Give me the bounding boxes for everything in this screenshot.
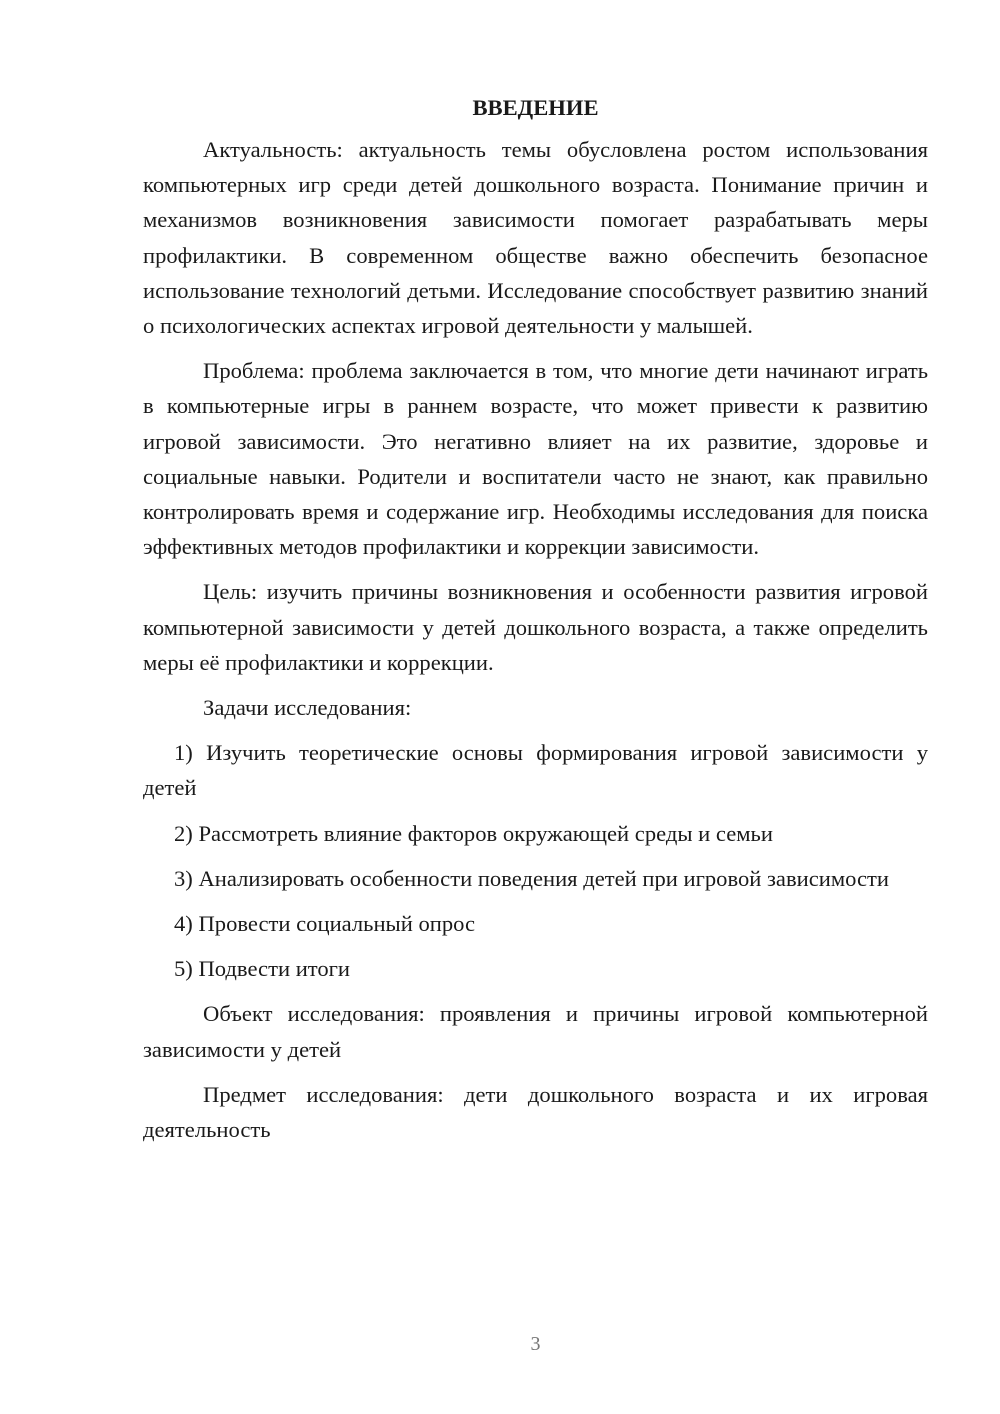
paragraph-problem: Проблема: проблема заключается в том, что многие дети начинают играть в компьютерные игры в раннем возрасте, что может привести к развитию игровой зависимости. Это негативно влияет на их развитие, здоровье и социальные навыки. Родители и воспитатели часто не знают, как правильно контролировать время и содержание игр. Необходимы исследования для поиска эффективных методов профилактики и коррекции зависимости. (143, 358, 928, 560)
document-page (143, 88, 928, 1157)
task-item-4: 4) Провести социальный опрос (174, 911, 476, 937)
paragraph-object: Объект исследования: проявления и причины игровой компьютерной зависимости у детей (143, 1001, 928, 1062)
paragraph-subject: Предмет исследования: дети дошкольного возраста и их игровая деятельность (143, 1081, 928, 1143)
page-number: 3 (530, 1333, 541, 1355)
task-list (143, 735, 928, 986)
task-item-2: 2) Рассмотреть влияние факторов окружающей среды и семьи (174, 820, 773, 846)
tasks-heading: Задачи исследования: (203, 695, 412, 721)
page-title: ВВЕДЕНИЕ (472, 95, 599, 120)
task-item-1: 1) Изучить теоретические основы формирования игровой зависимости у детей (143, 740, 928, 801)
task-item-5: 5) Подвести итоги (174, 956, 351, 982)
paragraph-relevance: Актуальность: актуальность темы обусловлена ростом использования компьютерных игр среди детей дошкольного возраста. Понимание причин и механизмов возникновения зависимости помогает разрабатывать меры профилактики. В современном обществе важно обеспечить безопасное использование технологий детьми. Исследование способствует развитию знаний о психологических аспектах игровой деятельности у малышей. (143, 137, 928, 339)
paragraph-goal: Цель: изучить причины возникновения и особенности развития игровой компьютерной зависимости у детей дошкольного возраста, а также определить меры её профилактики и коррекции. (143, 579, 928, 675)
task-item-3: 3) Анализировать особенности поведения детей при игровой зависимости (174, 865, 889, 891)
